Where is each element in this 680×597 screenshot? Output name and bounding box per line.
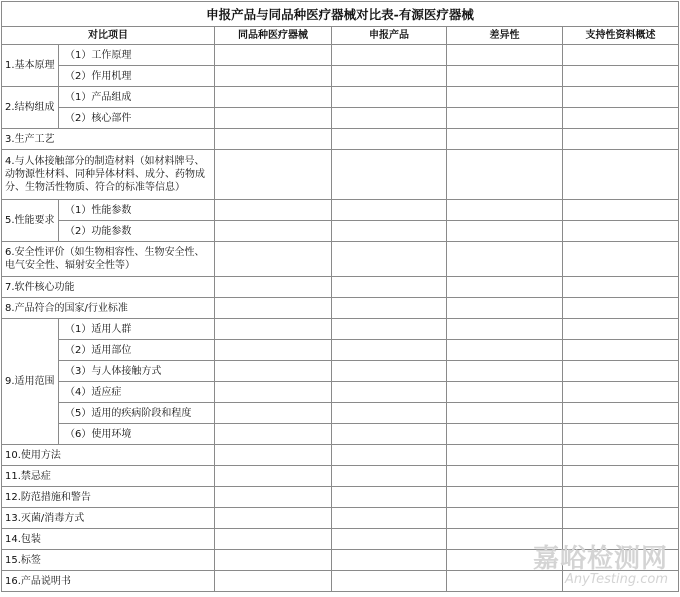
cell [563,66,679,87]
sub-population: （1）适用人群 [59,319,215,340]
cell [215,242,332,277]
item-scope: 9.适用范围 [2,319,59,445]
sub-contact-mode: （3）与人体接触方式 [59,361,215,382]
cell [563,298,679,319]
item-basic-principle: 1.基本原理 [2,45,59,87]
cell [215,529,332,550]
cell [332,508,447,529]
item-safety: 6.安全性评价（如生物相容性、生物安全性、电气安全性、辐射安全性等） [2,242,215,277]
cell [447,424,563,445]
item-usage: 10.使用方法 [2,445,215,466]
item-packaging: 14.包装 [2,529,215,550]
cell [563,508,679,529]
cell [332,150,447,200]
cell [332,45,447,66]
cell [563,487,679,508]
cell [447,382,563,403]
cell [332,361,447,382]
item-warnings: 12.防范措施和警告 [2,487,215,508]
cell [563,340,679,361]
cell [332,340,447,361]
header-item: 对比项目 [2,27,215,45]
cell [332,242,447,277]
cell [332,445,447,466]
cell [215,571,332,592]
cell [563,129,679,150]
cell [215,403,332,424]
cell [215,45,332,66]
cell [215,108,332,129]
sub-disease-stage: （5）适用的疾病阶段和程度 [59,403,215,424]
item-contraindications: 11.禁忌症 [2,466,215,487]
cell [563,382,679,403]
cell [332,466,447,487]
cell [215,487,332,508]
cell [563,403,679,424]
cell [563,445,679,466]
cell [215,382,332,403]
cell [563,529,679,550]
cell [447,87,563,108]
cell [447,487,563,508]
cell [215,277,332,298]
cell [447,340,563,361]
cell [447,242,563,277]
cell [332,200,447,221]
item-labeling: 15.标签 [2,550,215,571]
item-process: 3.生产工艺 [2,129,215,150]
cell [447,45,563,66]
cell [215,550,332,571]
cell [563,108,679,129]
table-title: 申报产品与同品种医疗器械对比表-有源医疗器械 [2,2,679,27]
cell [332,382,447,403]
sub-function-params: （2）功能参数 [59,221,215,242]
cell [447,298,563,319]
cell [332,87,447,108]
item-manual: 16.产品说明书 [2,571,215,592]
sub-performance-params: （1）性能参数 [59,200,215,221]
item-standards: 8.产品符合的国家/行业标准 [2,298,215,319]
cell [563,200,679,221]
cell [332,319,447,340]
header-predicate-device: 同品种医疗器械 [215,27,332,45]
cell [447,466,563,487]
cell [563,242,679,277]
cell [332,403,447,424]
item-structure: 2.结构组成 [2,87,59,129]
item-software: 7.软件核心功能 [2,277,215,298]
cell [447,529,563,550]
cell [332,487,447,508]
sub-mechanism: （2）作用机理 [59,66,215,87]
cell [332,571,447,592]
cell [215,221,332,242]
cell [563,150,679,200]
header-difference: 差异性 [447,27,563,45]
cell [563,424,679,445]
sub-indications: （4）适应症 [59,382,215,403]
cell [447,361,563,382]
cell [447,66,563,87]
cell [447,129,563,150]
cell [447,445,563,466]
cell [332,550,447,571]
comparison-table [1,1,679,592]
cell [332,424,447,445]
cell [332,129,447,150]
cell [332,529,447,550]
header-supporting-data: 支持性资料概述 [563,27,679,45]
cell [215,340,332,361]
cell [332,298,447,319]
sub-core-parts: （2）核心部件 [59,108,215,129]
cell [563,45,679,66]
cell [332,108,447,129]
cell [215,466,332,487]
cell [215,424,332,445]
cell [447,319,563,340]
sub-composition: （1）产品组成 [59,87,215,108]
cell [447,277,563,298]
cell [447,571,563,592]
cell [563,550,679,571]
cell [215,66,332,87]
sub-working-principle: （1）工作原理 [59,45,215,66]
item-performance: 5.性能要求 [2,200,59,242]
cell [215,129,332,150]
cell [215,361,332,382]
cell [563,466,679,487]
cell [563,277,679,298]
cell [563,361,679,382]
cell [215,200,332,221]
cell [215,150,332,200]
cell [447,508,563,529]
cell [563,319,679,340]
cell [215,445,332,466]
item-materials: 4.与人体接触部分的制造材料（如材料牌号、动物源性材料、同种异体材料、成分、药物成分、生物活性物质、符合的标准等信息） [2,150,215,200]
cell [447,221,563,242]
cell [215,298,332,319]
item-sterilization: 13.灭菌/消毒方式 [2,508,215,529]
cell [447,150,563,200]
cell [447,108,563,129]
cell [215,508,332,529]
cell [447,200,563,221]
cell [215,87,332,108]
watermark-en: AnyTesting.com [564,572,668,587]
sub-environment: （6）使用环境 [59,424,215,445]
sub-body-site: （2）适用部位 [59,340,215,361]
cell [332,277,447,298]
cell [563,87,679,108]
cell [563,571,679,592]
cell [447,550,563,571]
cell [332,66,447,87]
cell [563,221,679,242]
header-applied-product: 申报产品 [332,27,447,45]
watermark-cn: 嘉峪检测网 [532,544,668,574]
cell [332,221,447,242]
cell [447,403,563,424]
cell [215,319,332,340]
